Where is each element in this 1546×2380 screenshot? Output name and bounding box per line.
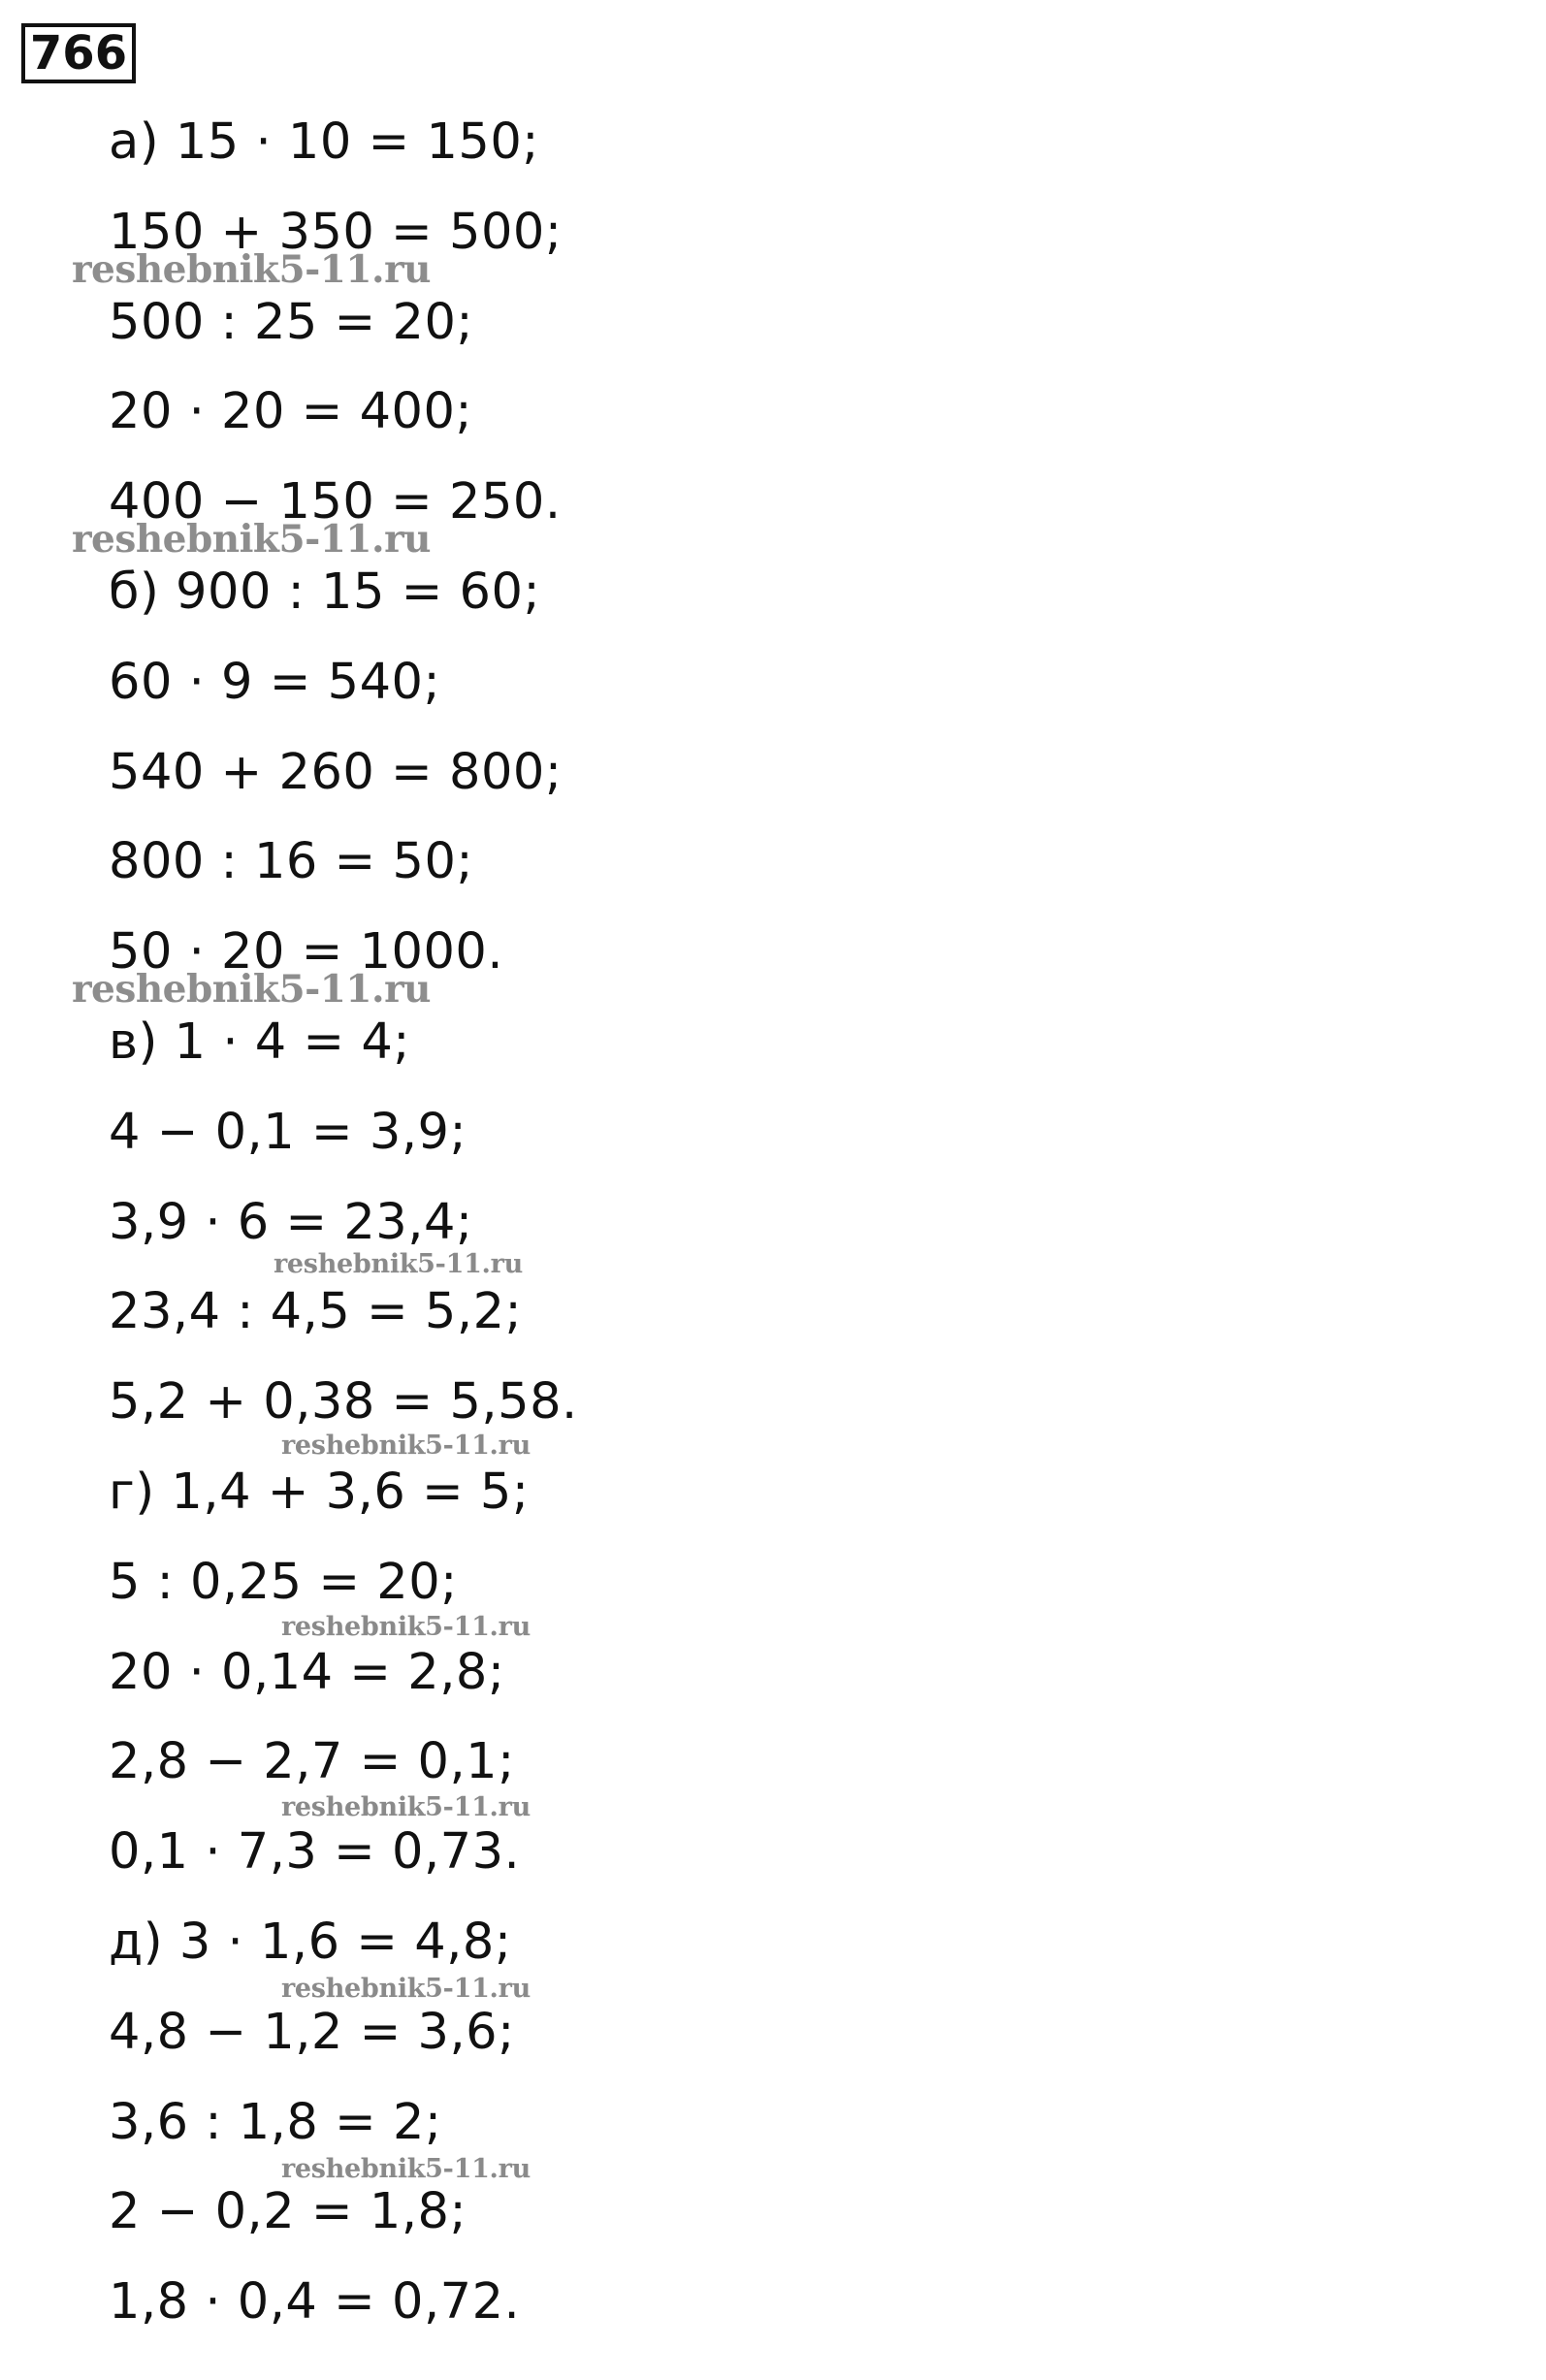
solution-line-b-2: 60 · 9 = 540; [109,653,441,711]
solution-line-b-3: 540 + 260 = 800; [109,743,563,801]
solution-line-a-1: а) 15 · 10 = 150; [109,113,539,171]
solution-line-d-5: 1,8 · 0,4 = 0,72. [109,2273,521,2332]
solution-line-v-1: в) 1 · 4 = 4; [109,1013,410,1071]
watermark: reshebnik5-11.ru [72,967,432,1012]
solution-line-d-4: 2 − 0,2 = 1,8; [109,2183,467,2241]
solution-line-v-3: 3,9 · 6 = 23,4; [109,1193,473,1251]
watermark: reshebnik5-11.ru [72,247,432,292]
solution-line-b-4: 800 : 16 = 50; [109,833,474,891]
solution-line-b-5: 50 · 20 = 1000. [109,923,504,981]
watermark: reshebnik5-11.ru [281,1612,531,1642]
watermark: reshebnik5-11.ru [281,1792,531,1822]
solution-line-a-3: 500 : 25 = 20; [109,293,474,351]
watermark: reshebnik5-11.ru [72,517,432,562]
solution-line-g-3: 20 · 0,14 = 2,8; [109,1643,505,1701]
solution-block [109,105,1176,2355]
watermark: reshebnik5-11.ru [274,1249,523,1279]
watermark: reshebnik5-11.ru [281,2154,531,2184]
solution-line-v-2: 4 − 0,1 = 3,9; [109,1103,467,1161]
solution-line-g-1: г) 1,4 + 3,6 = 5; [109,1463,530,1521]
solution-line-a-2: 150 + 350 = 500; [109,203,563,261]
solution-line-v-4: 23,4 : 4,5 = 5,2; [109,1283,523,1341]
solution-line-v-5: 5,2 + 0,38 = 5,58. [109,1373,578,1431]
solution-line-g-4: 2,8 − 2,7 = 0,1; [109,1733,515,1791]
solution-line-d-1: д) 3 · 1,6 = 4,8; [109,1913,512,1971]
problem-number: 766 [29,26,128,80]
solution-line-d-2: 4,8 − 1,2 = 3,6; [109,2003,515,2061]
watermark: reshebnik5-11.ru [281,1431,531,1461]
solution-line-g-2: 5 : 0,25 = 20; [109,1553,458,1611]
problem-number-box [21,23,136,83]
solution-line-a-4: 20 · 20 = 400; [109,383,473,441]
solution-line-a-5: 400 − 150 = 250. [109,473,562,531]
solution-line-d-3: 3,6 : 1,8 = 2; [109,2093,442,2151]
solution-line-g-5: 0,1 · 7,3 = 0,73. [109,1823,521,1881]
solution-line-b-1: б) 900 : 15 = 60; [109,563,541,621]
watermark: reshebnik5-11.ru [281,1974,531,2004]
